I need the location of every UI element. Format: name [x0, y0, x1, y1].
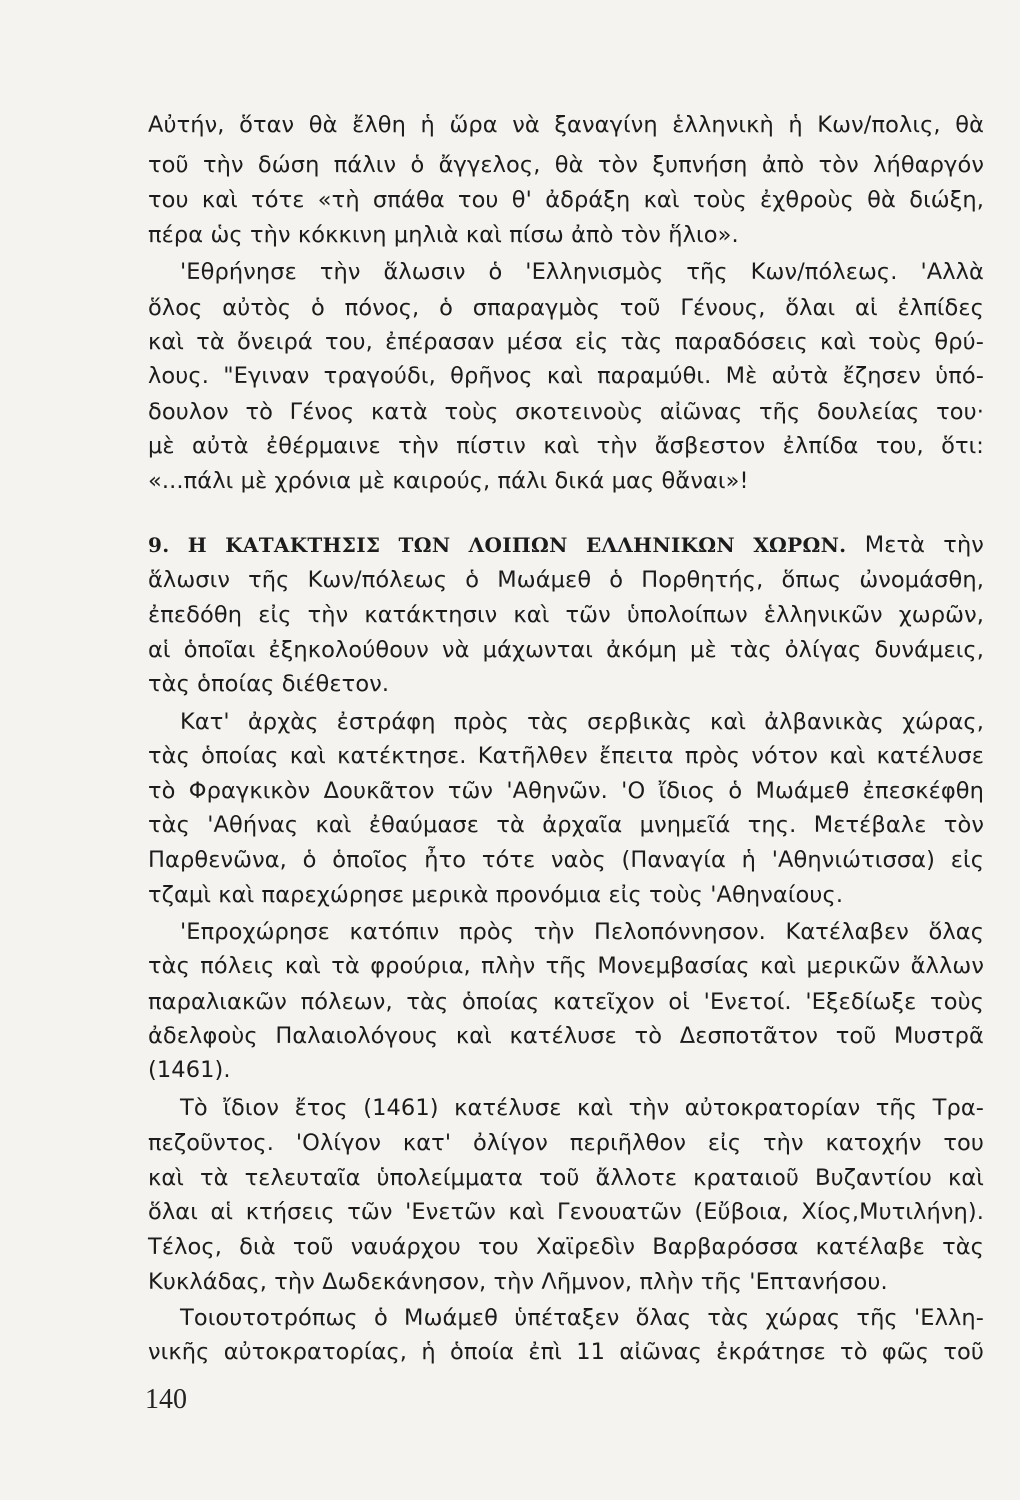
- page-number: 140: [145, 1384, 187, 1415]
- text-line: ὅλος αὐτὸς ὁ πόνος, ὁ σπαραγμὸς τοῦ Γένους, ὅλαι αἱ ἐλπίδες: [148, 295, 984, 321]
- text-line: Αὐτήν, ὅταν θὰ ἔλθη ἡ ὥρα νὰ ξαναγίνη ἑλληνικὴ ἡ Κων/πολις, θὰ: [148, 112, 984, 138]
- text-line: Κυκλάδας, τὴν Δωδεκάνησον, τὴν Λῆμνον, πλὴν τῆς 'Επτανήσου.: [148, 1269, 888, 1295]
- text-line: τὰς ὁποίας καὶ κατέκτησε. Κατῆλθεν ἔπειτα πρὸς νότον καὶ κατέλυσε: [148, 743, 984, 769]
- section-heading-continuation: Μετὰ τὴν: [864, 532, 984, 558]
- text-line: 'Εθρήνησε τὴν ἅλωσιν ὁ 'Ελληνισμὸς τῆς Κων/πόλεως. 'Αλλὰ: [180, 259, 984, 285]
- text-line: τζαμὶ καὶ παρεχώρησε μερικὰ προνόμια εἰς τοὺς 'Αθηναίους.: [148, 882, 844, 908]
- text-line: (1461).: [148, 1057, 231, 1083]
- text-line: αἱ ὁποῖαι ἐξηκολούθουν νὰ μάχωνται ἀκόμη μὲ τὰς ὀλίγας δυνάμεις,: [148, 637, 984, 663]
- text-line: παραλιακῶν πόλεων, τὰς ὁποίας κατεῖχον οἱ 'Ενετοί. 'Εξεδίωξε τοὺς: [148, 989, 984, 1015]
- text-line: του καὶ τότε «τὴ σπάθα του θ' ἀδράξη καὶ τοὺς ἐχθροὺς θὰ διώξη,: [148, 187, 984, 213]
- text-line: Τοιουτοτρόπως ὁ Μωάμεθ ὑπέταξεν ὅλας τὰς χώρας τῆς 'Ελλη-: [180, 1305, 984, 1331]
- text-line: τὸ Φραγκικὸν Δουκᾶτον τῶν 'Αθηνῶν. 'Ο ἴδιος ὁ Μωάμεθ ἐπεσκέφθη: [148, 778, 984, 804]
- text-line: Παρθενῶνα, ὁ ὁποῖος ἦτο τότε ναὸς (Παναγία ἡ 'Αθηνιώτισσα) εἰς: [148, 847, 984, 873]
- text-line: μὲ αὐτὰ ἐθέρμαινε τὴν πίστιν καὶ τὴν ἄσβεστον ἐλπίδα του, ὅτι:: [148, 433, 984, 459]
- text-line: πέρα ὡς τὴν κόκκινη μηλιὰ καὶ πίσω ἀπὸ τὸν ἥλιο».: [148, 222, 739, 248]
- text-line: τὰς πόλεις καὶ τὰ φρούρια, πλὴν τῆς Μονεμβασίας καὶ μερικῶν ἄλλων: [148, 953, 984, 979]
- text-line: καὶ τὰ τελευταῖα ὑπολείμματα τοῦ ἄλλοτε κραταιοῦ Βυζαντίου καὶ: [148, 1165, 984, 1191]
- text-line: ἅλωσιν τῆς Κων/πόλεως ὁ Μωάμεθ ὁ Πορθητής, ὅπως ὠνομάσθη,: [148, 567, 984, 593]
- text-line: ἀδελφοὺς Παλαιολόγους καὶ κατέλυσε τὸ Δεσποτᾶτον τοῦ Μυστρᾶ: [148, 1023, 984, 1049]
- text-line: ἐπεδόθη εἰς τὴν κατάκτησιν καὶ τῶν ὑπολοίπων ἑλληνικῶν χωρῶν,: [148, 602, 984, 628]
- text-line: λους. "Εγιναν τραγούδι, θρῆνος καὶ παραμύθι. Μὲ αὐτὰ ἔζησεν ὑπό-: [148, 363, 984, 389]
- text-line: τὰς ὁποίας διέθετον.: [148, 671, 390, 697]
- section-heading-line: [148, 525, 984, 565]
- text-line: 'Επροχώρησε κατόπιν πρὸς τὴν Πελοπόννησον. Κατέλαβεν ὅλας: [180, 919, 984, 945]
- text-line: δουλον τὸ Γένος κατὰ τοὺς σκοτεινοὺς αἰῶνας τῆς δουλείας του·: [148, 399, 984, 425]
- section-heading: 9. Η ΚΑΤΑΚΤΗΣΙΣ ΤΩΝ ΛΟΙΠΩΝ ΕΛΛΗΝΙΚΩΝ ΧΩΡΩΝ.: [148, 533, 847, 557]
- text-line: Τὸ ἴδιον ἔτος (1461) κατέλυσε καὶ τὴν αὐτοκρατορίαν τῆς Τρα-: [180, 1095, 984, 1121]
- text-line: «...πάλι μὲ χρόνια μὲ καιρούς, πάλι δικά μας θἄναι»!: [148, 468, 749, 494]
- text-line: καὶ τὰ ὄνειρά του, ἐπέρασαν μέσα εἰς τὰς παραδόσεις καὶ τοὺς θρύ-: [148, 329, 984, 355]
- text-line: τὰς 'Αθήνας καὶ ἐθαύμασε τὰ ἀρχαῖα μνημεῖά της. Μετέβαλε τὸν: [148, 812, 984, 838]
- text-line: Τέλος, διὰ τοῦ ναυάρχου του Χαϊρεδὶν Βαρβαρόσσα κατέλαβε τὰς: [148, 1234, 984, 1260]
- text-line: Κατ' ἀρχὰς ἐστράφη πρὸς τὰς σερβικὰς καὶ ἀλβανικὰς χώρας,: [180, 709, 984, 735]
- text-line: ὅλαι αἱ κτήσεις τῶν 'Ενετῶν καὶ Γενουατῶν (Εὔβοια, Χίος,Μυτιλήνη).: [148, 1199, 984, 1225]
- text-line: πεζοῦντος. 'Ολίγον κατ' ὀλίγον περιῆλθον εἰς τὴν κατοχήν του: [148, 1130, 984, 1156]
- text-line: τοῦ τὴν δώση πάλιν ὁ ἄγγελος, θὰ τὸν ξυπνήση ἀπὸ τὸν λήθαργόν: [148, 152, 984, 178]
- text-line: νικῆς αὐτοκρατορίας, ἡ ὁποία ἐπὶ 11 αἰῶνας ἐκράτησε τὸ φῶς τοῦ: [148, 1339, 984, 1365]
